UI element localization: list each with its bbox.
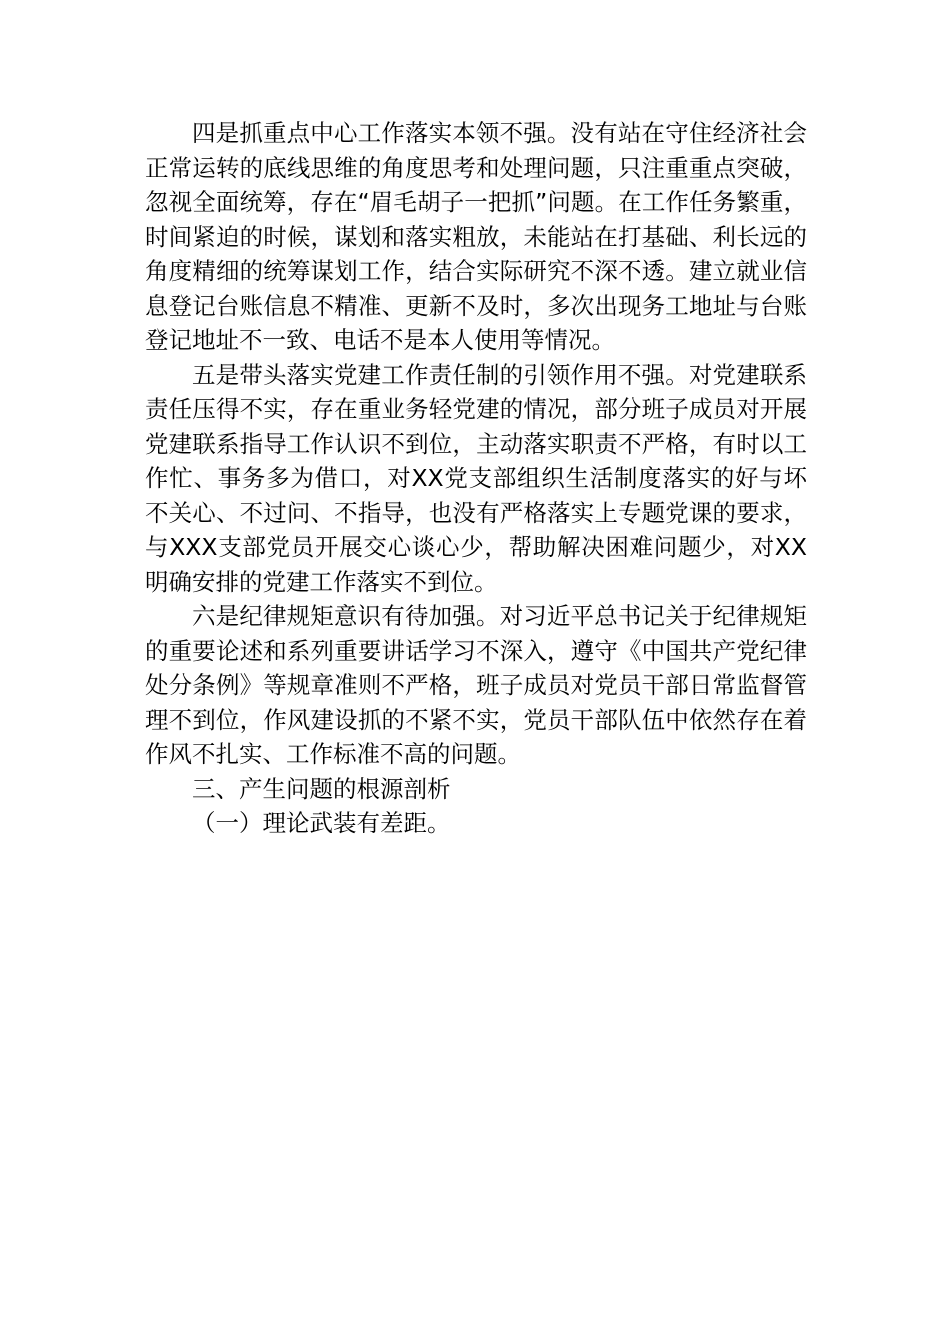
section-heading: 三、产生问题的根源剖析 — [192, 774, 451, 803]
paragraph-six: 六是纪律规矩意识有待加强。对习近平总书记关于纪律规矩的重要论述和系列重要讲话学习不深入，遵守《中国共产党纪律处分条例》等规章准则不严格，班子成员对党员干部日常监督管理不到位，作风建设抓的不紧不实，党员干部队伍中依然存在着作风不扎实、工作标准不高的问题。 — [145, 602, 807, 768]
document-body — [145, 116, 807, 841]
paragraph-four: 四是抓重点中心工作落实本领不强。没有站在守住经济社会正常运转的底线思维的角度思考和处理问题，只注重重点突破，忽视全面统筹，存在“眉毛胡子一把抓”问题。在工作任务繁重，时间紧迫的时候，谋划和落实粗放，未能站在打基础、利长远的角度精细的统筹谋划工作，结合实际研究不深不透。建立就业信息登记台账信息不精准、更新不及时，多次出现务工地址与台账登记地址不一致、电话不是本人使用等情况。 — [145, 119, 807, 354]
paragraph-five: 五是带头落实党建工作责任制的引领作用不强。对党建联系责任压得不实，存在重业务轻党建的情况，部分班子成员对开展党建联系指导工作认识不到位，主动落实职责不严格，有时以工作忙、事务多为借口，对XX党支部组织生活制度落实的好与坏不关心、不过问、不指导，也没有严格落实上专题党课的要求，与XXX支部党员开展交心谈心少，帮助解决困难问题少，对XX明确安排的党建工作落实不到位。 — [145, 360, 807, 596]
subsection-heading: （一）理论武装有差距。 — [192, 809, 451, 837]
